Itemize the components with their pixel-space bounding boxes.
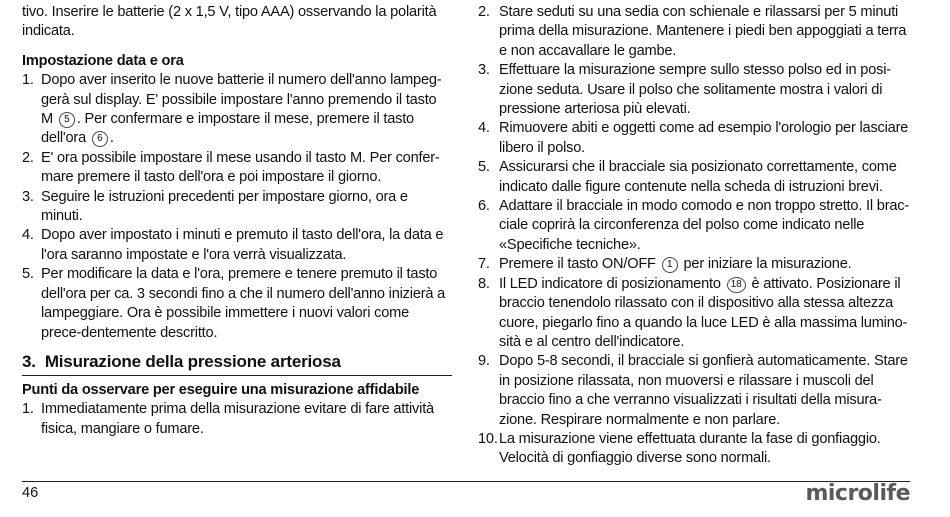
list-number: 4. — [22, 227, 34, 244]
list-item — [478, 119, 910, 158]
list-number: 8. — [478, 275, 490, 292]
list-text: Immediatamente prima della misurazione evitare di fare attività fisica, mangiare o fumare. — [41, 401, 434, 437]
list-number: 2. — [22, 149, 34, 166]
list-number: 9. — [478, 353, 490, 370]
list-number: 7. — [478, 256, 490, 273]
footer-divider — [22, 481, 910, 482]
list-text: Dopo aver impostato i minuti e premuto il tasto dell'ora, la data e l'ora saranno impostate e l'ora verrà visualizzata. — [41, 227, 444, 263]
reliable-measurement-heading: Punti da osservare per eseguire una misurazione affidabile — [22, 381, 420, 398]
list-text-part: . — [109, 130, 114, 147]
list-number: 3. — [478, 62, 490, 79]
key-badge-icon: 1 — [662, 257, 678, 273]
brand-logo: microlife — [805, 481, 910, 506]
list-text-part: Il LED indicatore di posizionamento — [499, 275, 721, 292]
right-column — [478, 3, 910, 469]
list-item — [22, 265, 452, 343]
list-text: La misurazione viene effettuata durante la fase di gonfiaggio. Velocità di gonfiaggio diverse sono normali. — [499, 430, 881, 467]
list-text: Seguire le istruzioni precedenti per impostare giorno, ora e minuti. — [41, 188, 408, 225]
section-number: 3. — [22, 351, 36, 371]
list-text: Per modificare la data e l'ora, premere e tenere premuto il tasto dell'ora per ca. 3 secondi fino a che il numero dell'anno inizierà a lampeggiare. Ora è possibile immettere i nuovi valori come prece-dentemente descritto. — [41, 266, 446, 341]
list-number: 10. — [478, 430, 498, 447]
list-number: 4. — [478, 120, 490, 137]
list-text-part: per iniziare la misurazione. — [683, 256, 852, 273]
list-item — [478, 61, 910, 119]
list-item — [478, 430, 910, 469]
list-text-part: è attivato. Posizionare il braccio tenendolo rilassato con il dispositivo alla stessa altezza cuore, piegarlo fino a quando la luce LED è alla massima lumino-sità e al centro dell'indicatore. — [499, 275, 908, 350]
list-number: 5. — [478, 159, 490, 176]
list-item — [478, 275, 910, 353]
list-text: Stare seduti su una sedia con schienale e rilassarsi per 5 minuti prima della misurazione. Mantenere i piedi ben appoggiati a terra e non accavallare le gambe. — [499, 4, 907, 59]
list-text: Effettuare la misurazione sempre sullo stesso polso ed in posi-zione seduta. Usare il polso che solitamente mostra i valori di pressione arteriosa più elevati. — [499, 62, 891, 118]
list-item — [478, 255, 910, 274]
date-time-heading: Impostazione data e ora — [22, 52, 184, 69]
list-text-part: . Per confermare e impostare il mese, premere il tasto dell'ora — [41, 111, 414, 147]
left-column — [22, 3, 452, 439]
key-badge-icon: 18 — [727, 277, 746, 293]
list-item — [478, 3, 910, 61]
list-item — [22, 71, 452, 149]
list-text: Rimuovere abiti e oggetti come ad esempio l'orologio per lasciare libero il polso. — [499, 120, 909, 156]
list-text: Adattare il bracciale in modo comodo e non troppo stretto. Il brac-ciale coprirà la circonferenza del polso come indicato nelle «Specifiche tecniche». — [499, 198, 910, 253]
list-number: 1. — [22, 72, 34, 89]
list-item — [22, 400, 452, 439]
list-item — [478, 158, 910, 197]
list-item — [22, 188, 452, 227]
list-text-part: Dopo aver inserito le nuove batterie il numero dell'anno lampeg-gerà sul display. E' possibile impostare l'anno premendo il tasto M — [41, 72, 442, 128]
list-text-part: Premere il tasto ON/OFF — [499, 256, 656, 273]
page-number: 46 — [22, 485, 39, 501]
list-text — [41, 71, 452, 149]
list-item — [22, 149, 452, 188]
list-number: 5. — [22, 266, 34, 283]
list-item — [478, 352, 910, 430]
list-item — [22, 226, 452, 265]
list-number: 1. — [22, 401, 34, 418]
list-number: 2. — [478, 4, 490, 20]
list-item — [478, 197, 910, 255]
list-text: Dopo 5-8 secondi, il bracciale si gonfierà automaticamente. Stare in posizione rilassata, non muoversi e rilassare i muscoli del braccio fino a che verranno visualizzati i risultati della misura-zione. Respirare normalmente e non parlare. — [499, 353, 908, 428]
key-badge-icon: 6 — [92, 131, 108, 147]
section-title — [22, 351, 452, 376]
key-badge-icon: 5 — [59, 112, 75, 128]
list-number: 3. — [22, 188, 34, 205]
list-text — [499, 275, 910, 353]
list-number: 6. — [478, 198, 490, 215]
list-text: E' ora possibile impostare il mese usando il tasto M. Per confer-mare premere il tasto dell'ora e poi impostare il giorno. — [41, 149, 440, 186]
list-text: Assicurarsi che il bracciale sia posizionato correttamente, come indicato dalle figure contenute nella scheda di istruzioni brevi. — [499, 159, 897, 195]
section-title-text: Misurazione della pressione arteriosa — [44, 351, 341, 371]
list-text — [499, 255, 910, 274]
intro-paragraph: tivo. Inserire le batterie (2 x 1,5 V, tipo AAA) osservando la polarità indicata. — [22, 4, 437, 40]
